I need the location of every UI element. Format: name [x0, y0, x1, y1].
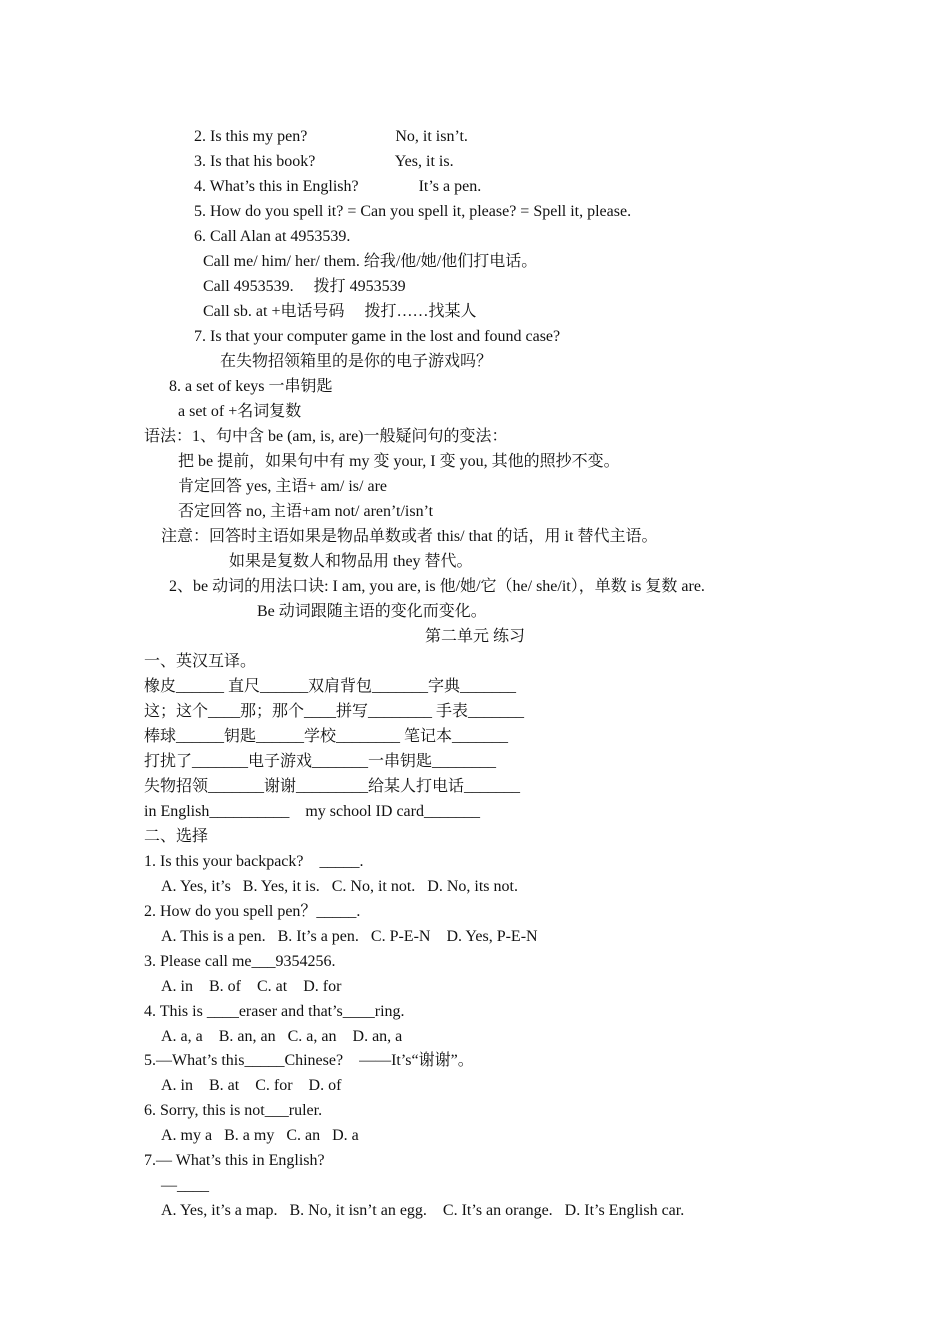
- note-8: 8. a set of keys 一串钥匙: [169, 378, 333, 395]
- grammar-1-positive: 肯定回答 yes, 主语+ am/ is/ are: [178, 478, 387, 495]
- note-6: 6. Call Alan at 4953539.: [194, 228, 351, 245]
- question-6: 6. Sorry, this is not___ruler.: [144, 1102, 323, 1119]
- note-4: 4. What’s this in English? It’s a pen.: [194, 178, 482, 195]
- note-5: 5. How do you spell it? = Can you spell it, please? = Spell it, please.: [194, 203, 632, 220]
- part1-heading: 一、英汉互译。: [144, 653, 257, 670]
- question-6-options: A. my a B. a my C. an D. a: [161, 1127, 359, 1144]
- note-6-call-number: Call 4953539. 拨打 4953539: [203, 278, 406, 295]
- translation-line: 这；这个____那；那个____拼写________ 手表_______: [144, 703, 525, 720]
- grammar-1: 语法：1、句中含 be (am, is, are)一般疑问句的变法：: [144, 428, 508, 445]
- grammar-2: 2、be 动词的用法口诀: I am, you are, is 他/她/它（he/ she/it），单数 is 复数 are.: [169, 578, 705, 595]
- question-5-options: A. in B. at C. for D. of: [161, 1077, 342, 1094]
- question-7-answer-blank: —____: [161, 1177, 209, 1194]
- question-1-options: A. Yes, it’s B. Yes, it is. C. No, it not. D. No, its not.: [161, 878, 518, 895]
- grammar-1-note-plural: 如果是复数人和物品用 they 替代。: [229, 553, 473, 570]
- question-2-options: A. This is a pen. B. It’s a pen. C. P-E-N D. Yes, P-E-N: [161, 928, 538, 945]
- note-7: 7. Is that your computer game in the lost and found case?: [194, 328, 561, 345]
- question-7: 7.— What’s this in English?: [144, 1152, 325, 1169]
- grammar-2-rule: Be 动词跟随主语的变化而变化。: [257, 603, 487, 620]
- note-7-translation: 在失物招领箱里的是你的电子游戏吗？: [220, 353, 493, 370]
- translation-line: in English__________ my school ID card_______: [144, 803, 480, 820]
- grammar-1-rule: 把 be 提前，如果句中有 my 变 your, I 变 you, 其他的照抄不变。: [178, 453, 620, 470]
- note-6-call-sb: Call sb. at +电话号码 拨打……找某人: [203, 303, 477, 320]
- note-3: 3. Is that his book? Yes, it is.: [194, 153, 454, 170]
- note-2: 2. Is this my pen? No, it isn’t.: [194, 128, 468, 145]
- note-8-rule: a set of +名词复数: [178, 403, 302, 420]
- question-4-options: A. a, a B. an, an C. a, an D. an, a: [161, 1028, 403, 1045]
- question-4: 4. This is ____eraser and that’s____ring.: [144, 1003, 405, 1020]
- question-7-options: A. Yes, it’s a map. B. No, it isn’t an egg. C. It’s an orange. D. It’s English car.: [161, 1202, 685, 1219]
- note-6-call-pronouns: Call me/ him/ her/ them. 给我/他/她/他们打电话。: [203, 253, 538, 270]
- question-3-options: A. in B. of C. at D. for: [161, 978, 342, 995]
- question-1: 1. Is this your backpack? _____.: [144, 853, 364, 870]
- question-5: 5.—What’s this_____Chinese? ——It’s“谢谢”。: [144, 1052, 474, 1069]
- grammar-1-note: 注意：回答时主语如果是物品单数或者 this/ that 的话，用 it 替代主语。: [161, 528, 658, 545]
- part2-heading: 二、选择: [144, 828, 209, 845]
- question-3: 3. Please call me___9354256.: [144, 953, 336, 970]
- translation-line: 橡皮______ 直尺______双肩背包_______字典_______: [144, 678, 517, 695]
- translation-line: 打扰了_______电子游戏_______一串钥匙________: [144, 753, 497, 770]
- exercise-title: 第二单元 练习: [424, 628, 525, 645]
- grammar-1-negative: 否定回答 no, 主语+am not/ aren’t/isn’t: [178, 503, 434, 520]
- translation-line: 棒球______钥匙______学校________ 笔记本_______: [144, 728, 509, 745]
- question-2: 2. How do you spell pen？_____.: [144, 903, 361, 920]
- translation-line: 失物招领_______谢谢_________给某人打电话_______: [144, 778, 521, 795]
